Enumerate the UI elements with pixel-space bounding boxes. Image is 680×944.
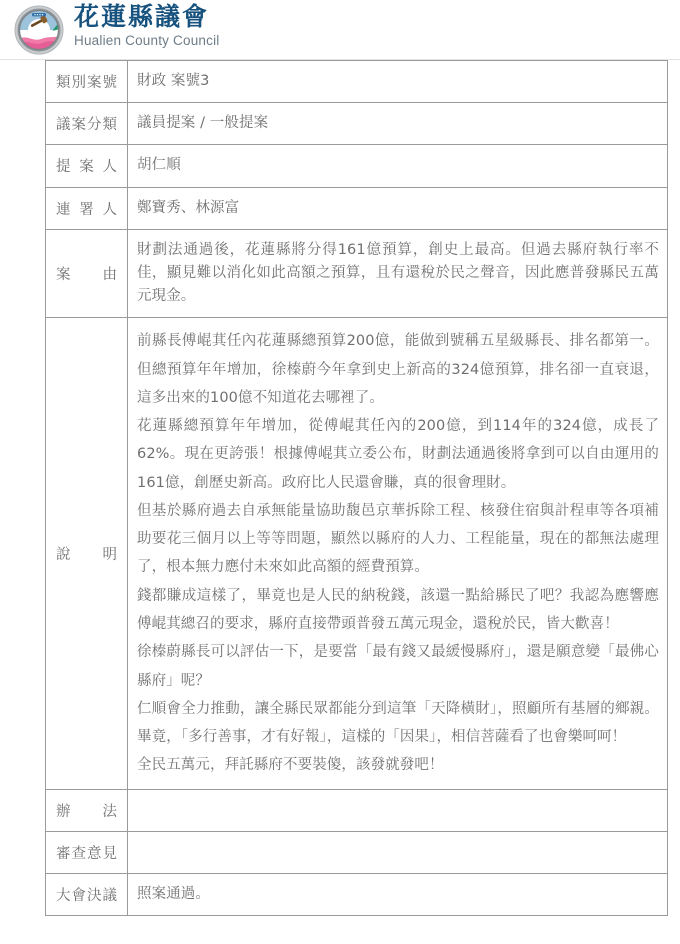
table-row: [46, 789, 668, 831]
paragraph: 全民五萬元，拜託縣府不要裝傻，該發就發吧！: [137, 757, 444, 774]
paragraph: 但基於縣府過去自承無能量協助馥邑京華拆除工程、核發住宿與計程車等各項補助要花三個月以上等等問題，顯然以縣府的人力、工程能量，現在的都無法處理了，根本無力應付未來如此高額的經費預算。: [137, 502, 659, 576]
paragraph: 徐榛蔚縣長可以評估一下，是要當「最有錢又最緩慢縣府」，還是願意變「最佛心縣府」呢？: [137, 644, 659, 689]
org-title-zh: 花蓮縣議會: [74, 2, 210, 31]
paragraph: 財劃法通過後，花蓮縣將分得161億預算，創史上最高。但過去縣府執行率不佳，顯見難以消化如此高額之預算，且有還稅於民之聲音，因此應普發縣民五萬元現金。: [137, 241, 659, 305]
row-label-assembly-resolution: [46, 873, 128, 915]
paragraph: 胡仁順: [137, 157, 181, 174]
table-row: [46, 831, 668, 873]
proposal-detail-table: [45, 60, 668, 916]
table-row: [46, 145, 668, 187]
row-label-category-case-number: [46, 61, 128, 103]
row-label-text: 類別案號: [56, 75, 117, 92]
row-label-case-reason: [46, 229, 128, 318]
row-label-co-signers: [46, 187, 128, 229]
proposal-detail-body: [46, 61, 668, 916]
row-value-case-reason: [128, 229, 668, 318]
row-label-review-opinion: [46, 831, 128, 873]
paragraph: 財政 案號3: [137, 73, 210, 89]
table-row: [46, 873, 668, 915]
paragraph: 仁順會全力推動，讓全縣民眾都能分到這筆「天降橫財」，照顧所有基層的鄉親。畢竟，「多行善事，才有好報」，這樣的「因果」，相信菩薩看了也會樂呵呵！: [137, 700, 659, 746]
row-value-assembly-resolution: [128, 873, 668, 915]
paragraph: 前縣長傅崐萁任內花蓮縣總預算200億，能做到號稱五星級縣長、排名都第一。但總預算年年增加，徐榛蔚今年拿到史上新高的324億預算，排名卻一直衰退，這多出來的100億不知道花去哪裡了。: [137, 333, 659, 406]
row-value-proposer: [128, 145, 668, 187]
row-label-text: 案由: [56, 267, 117, 284]
page-header: [0, 0, 680, 60]
row-value-category-case-number: [128, 61, 668, 103]
row-label-proposer: [46, 145, 128, 187]
table-row: [46, 318, 668, 789]
row-label-text: 審查意見: [56, 845, 117, 862]
paragraph: 照案通過。: [137, 885, 210, 902]
row-value-review-opinion: [128, 831, 668, 873]
row-value-explanation: [128, 318, 668, 789]
table-row: [46, 61, 668, 103]
row-label-text: 提案人: [56, 159, 117, 176]
table-row: [46, 187, 668, 229]
paragraph: 花蓮縣總預算年年增加，從傅崐萁任內的200億，到114年的324億，成長了62%。現在更誇張！根據傅崐萁立委公布，財劃法通過後將拿到可以自由運用的161億，創歷史新高。政府比人民還會賺，真的很會理財。: [137, 418, 659, 491]
row-label-proposal-category: [46, 103, 128, 145]
row-label-explanation: [46, 318, 128, 789]
table-row: [46, 103, 668, 145]
row-value-measures: [128, 789, 668, 831]
row-label-text: 議案分類: [56, 117, 117, 134]
paragraph: 錢都賺成這樣了，畢竟也是人民的納稅錢，該還一點給縣民了吧？我認為應響應傅崐萁總召的要求，縣府直接帶頭普發五萬元現金，還稅於民，皆大歡喜！: [137, 587, 659, 632]
row-label-text: 連署人: [56, 201, 117, 218]
org-title-en: Hualien County Council: [74, 33, 220, 49]
row-label-text: 說明: [56, 546, 117, 563]
row-label-text: 大會決議: [56, 887, 117, 904]
row-value-proposal-category: [128, 103, 668, 145]
table-row: [46, 229, 668, 318]
hualien-county-council-emblem-icon: [14, 5, 64, 55]
row-label-measures: [46, 789, 128, 831]
paragraph: 議員提案 / 一般提案: [137, 115, 269, 132]
row-label-text: 辦法: [56, 803, 117, 820]
paragraph: 鄭寶秀、林源富: [137, 199, 240, 216]
site-title-block: [74, 0, 219, 50]
row-value-co-signers: [128, 187, 668, 229]
